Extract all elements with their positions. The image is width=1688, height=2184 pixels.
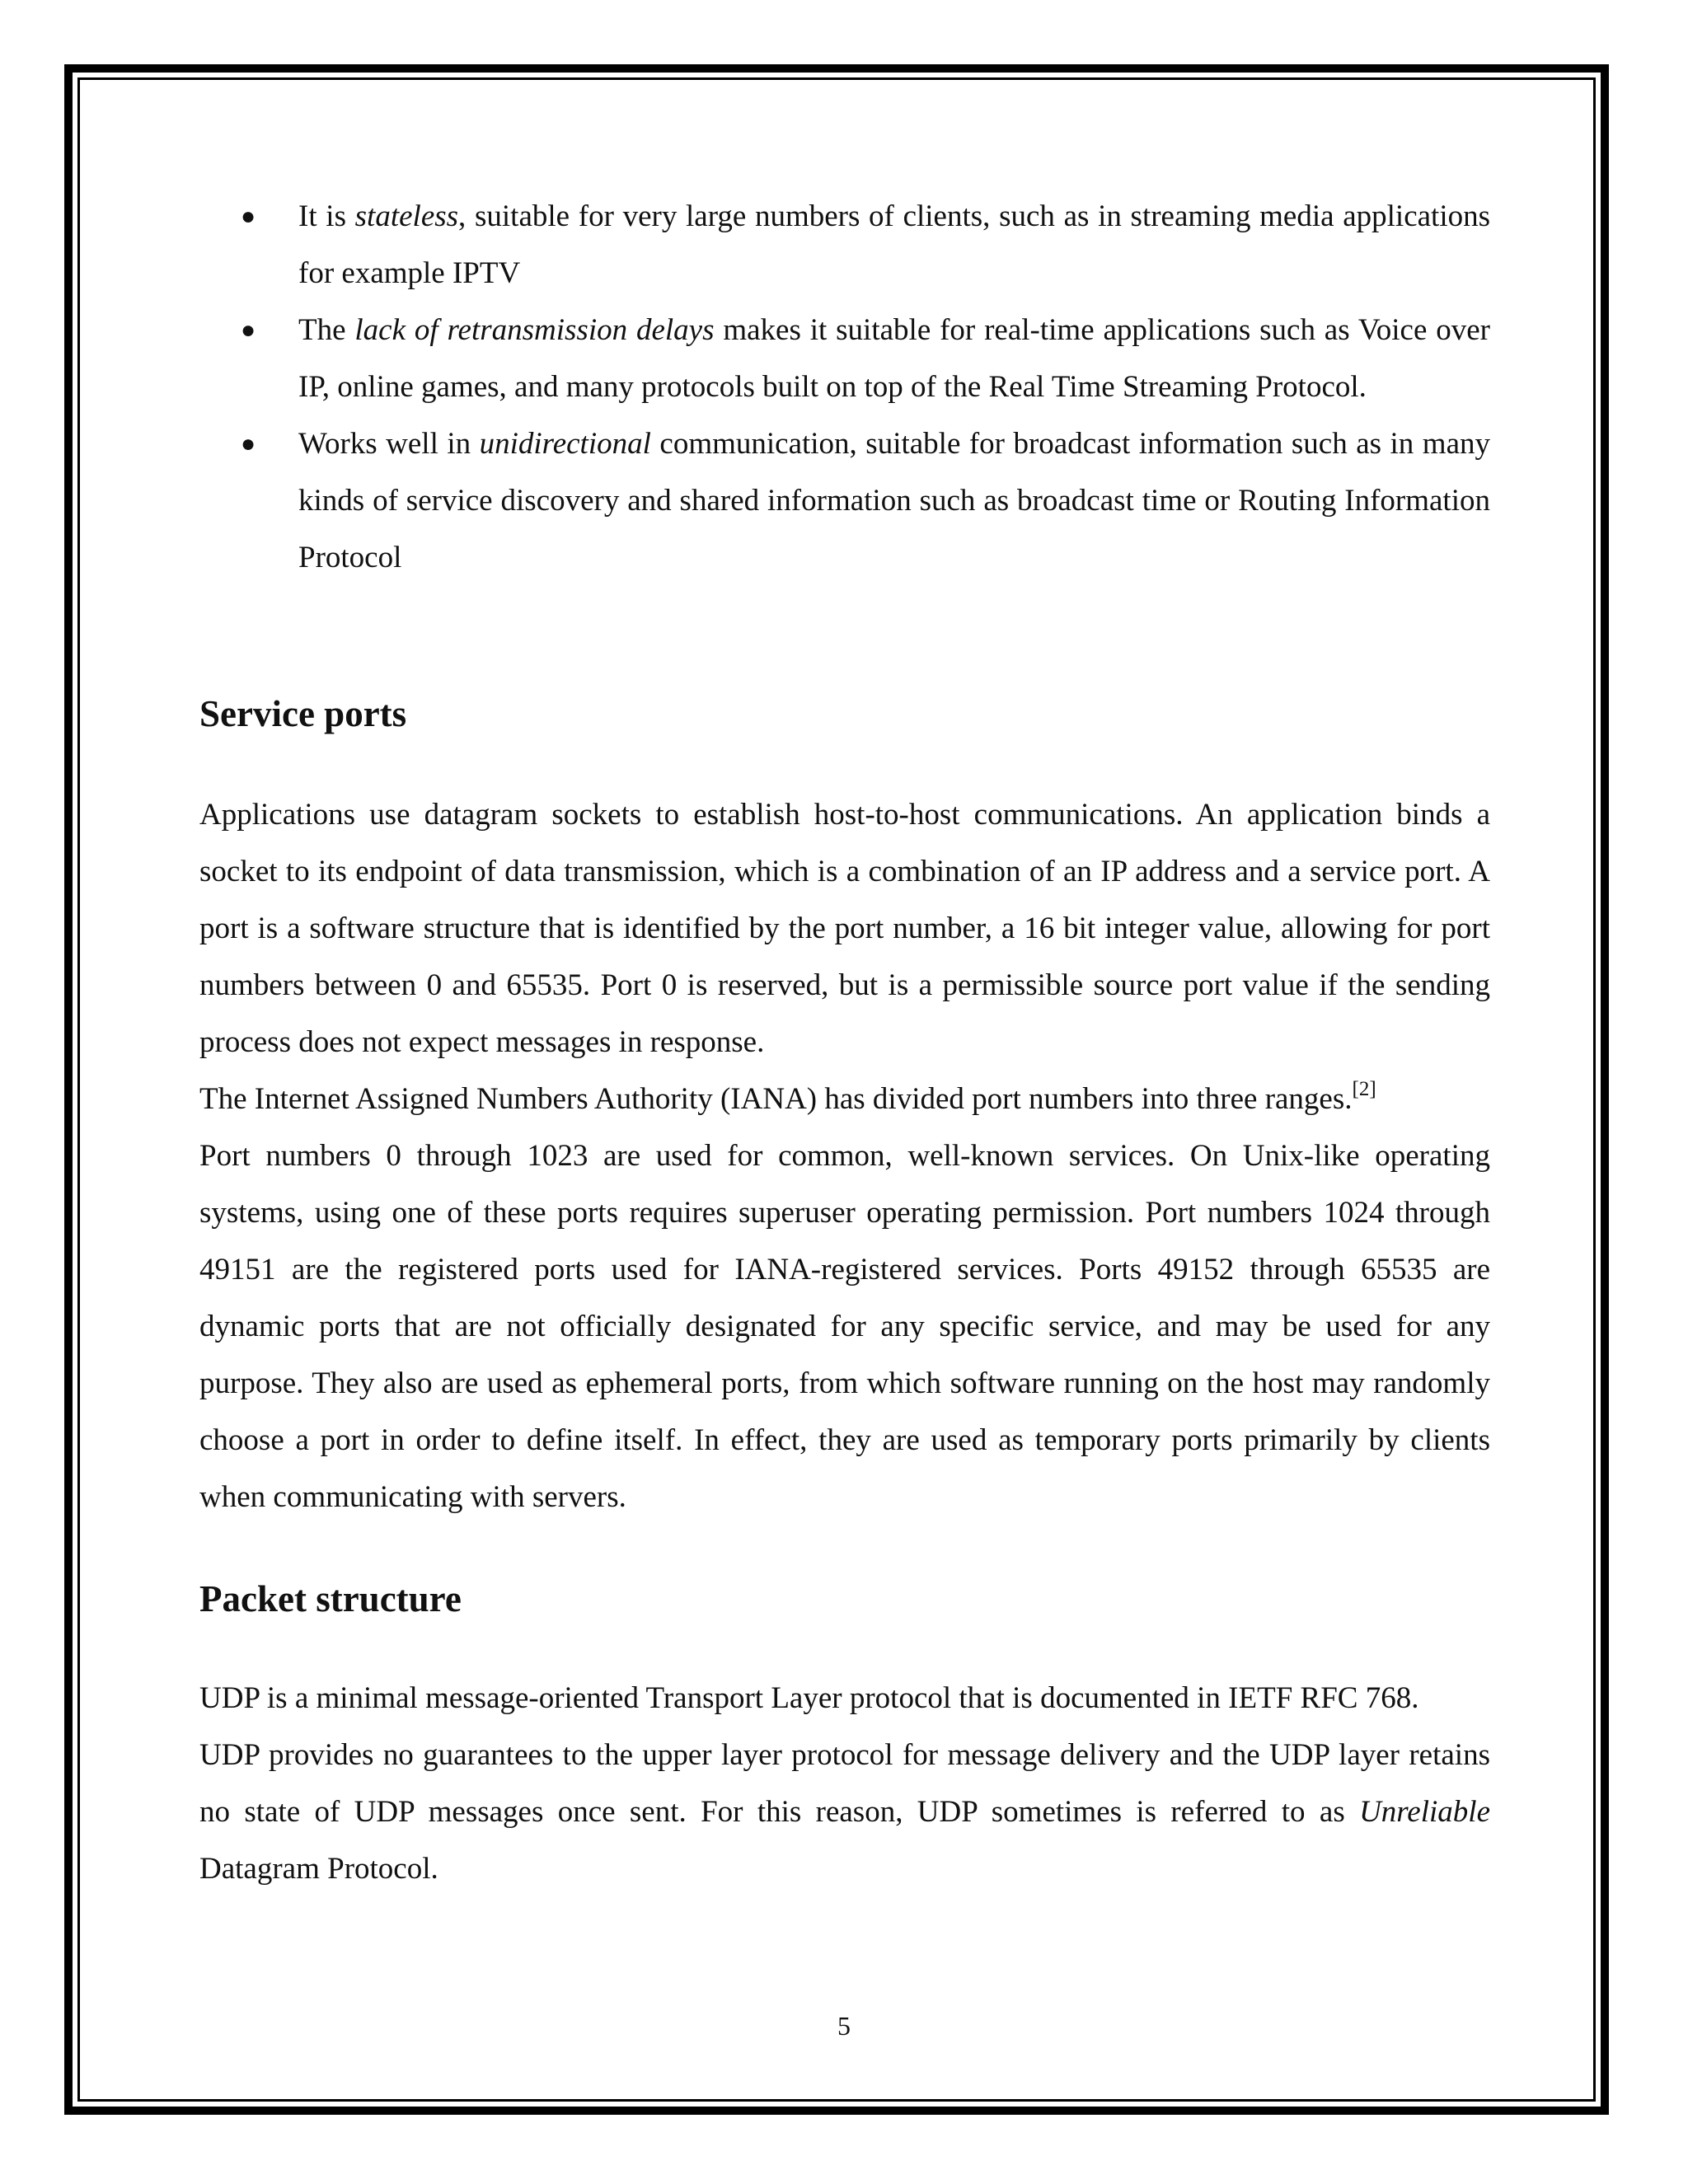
bullet-text: , suitable for very large numbers of clients, such as in streaming media applications for example IPTV xyxy=(298,199,1491,290)
bullet-text: The xyxy=(298,313,355,347)
bullet-emphasis: lack of retransmission delays xyxy=(354,313,715,347)
bullet-item-stateless xyxy=(199,188,1490,302)
bullet-item-retransmission xyxy=(199,302,1490,415)
packet-structure-paragraph-1: UDP is a minimal message-oriented Transport Layer protocol that is documented in IETF RFC 768. xyxy=(199,1681,1419,1715)
paragraph-text: UDP provides no guarantees to the upper layer protocol for message delivery and the UDP layer retains no state of UDP messages once sent. For this reason, UDP sometimes is referred to as xyxy=(199,1738,1490,1829)
bullet-text: Works well in xyxy=(298,427,480,461)
bullet-text: makes it suitable for real-time applications such as Voice over IP, online games, and many protocols built on top of the Real Time Streaming Protocol. xyxy=(298,313,1490,404)
bullet-text: communication, suitable for broadcast information such as in many kinds of service discovery and shared information such as broadcast time or Routing Information Protocol xyxy=(298,427,1490,574)
section-heading-packet-structure: Packet structure xyxy=(199,1578,462,1619)
bullet-item-unidirectional xyxy=(199,415,1490,586)
bullet-list xyxy=(199,188,1490,586)
citation-reference: [2] xyxy=(1352,1078,1376,1100)
bullet-text: It is xyxy=(298,199,355,233)
service-ports-body xyxy=(199,786,1490,1526)
paragraph-text: Datagram Protocol. xyxy=(199,1852,438,1886)
bullet-dot-icon: ● xyxy=(241,203,256,230)
bullet-emphasis: stateless xyxy=(354,199,459,233)
bullet-dot-icon: ● xyxy=(241,430,256,457)
packet-structure-paragraph-2 xyxy=(199,1727,1490,1897)
bullet-emphasis: unidirectional xyxy=(479,427,651,461)
packet-structure-body xyxy=(199,1670,1490,1897)
service-ports-paragraph-2 xyxy=(199,1071,1490,1127)
service-ports-paragraph-1: Applications use datagram sockets to establish host-to-host communications. An application binds a socket to its endpoint of data transmission, which is a combination of an IP address and a service port. A port is a software structure that is identified by the port number, a 16 bit integer value, allowing for port numbers between 0 and 65535. Port 0 is reserved, but is a permissible source port value if the sending process does not expect messages in response. xyxy=(199,798,1490,1059)
bullet-dot-icon: ● xyxy=(241,316,256,344)
page-number: 5 xyxy=(837,2011,851,2041)
section-heading-service-ports: Service ports xyxy=(199,693,407,734)
paragraph-text: The Internet Assigned Numbers Authority (IANA) has divided port numbers into three ranges. xyxy=(199,1082,1353,1116)
service-ports-paragraph-3: Port numbers 0 through 1023 are used for common, well-known services. On Unix-like operating systems, using one of these ports requires superuser operating permission. Port numbers 1024 through 49151 are the registered ports used for IANA-registered services. Ports 49152 through 65535 are dynamic ports that are not officially designated for any specific service, and may be used for any purpose. They also are used as ephemeral ports, from which software running on the host may randomly choose a port in order to define itself. In effect, they are used as temporary ports primarily by clients when communicating with servers. xyxy=(199,1139,1490,1514)
paragraph-emphasis: Unreliable xyxy=(1359,1795,1490,1829)
